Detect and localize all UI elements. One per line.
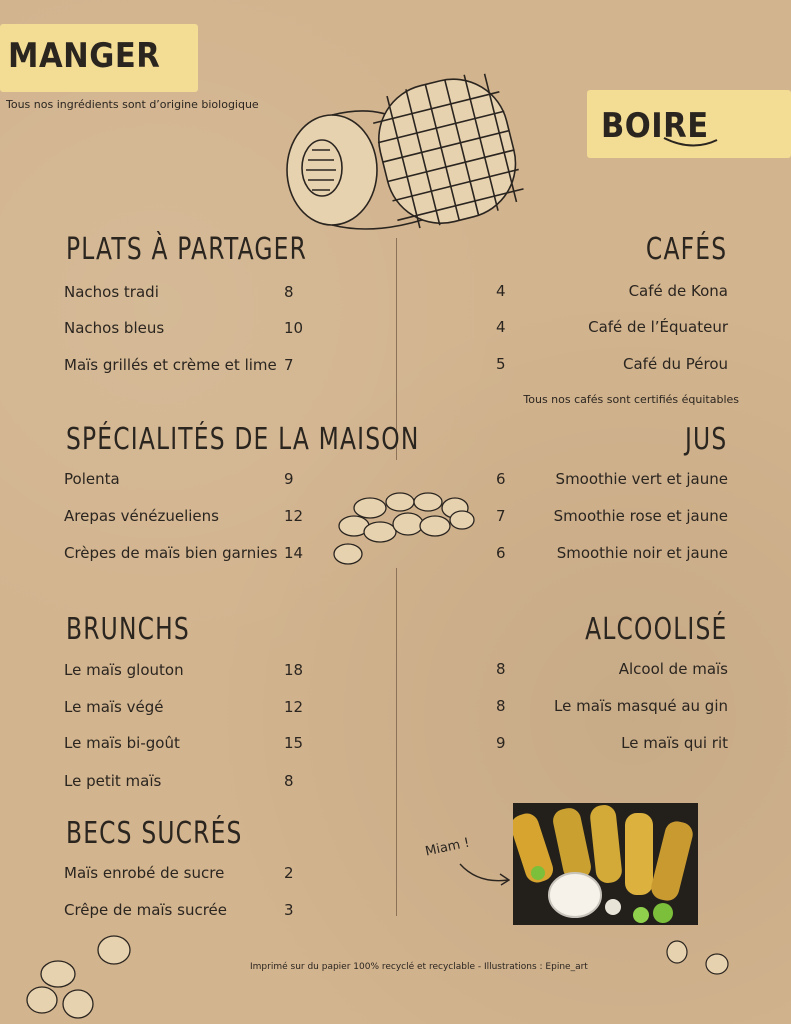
menu-item-price: 12 xyxy=(284,698,304,716)
menu-item-name: Smoothie noir et jaune xyxy=(556,544,728,562)
menu-item-price: 8 xyxy=(284,283,294,301)
grilled-corn-photo xyxy=(513,803,698,925)
menu-item-name: Crèpes de maïs bien garnies xyxy=(64,544,278,562)
menu-item-name: Café de l’Équateur xyxy=(588,318,728,336)
menu-item-price: 8 xyxy=(496,697,506,715)
section-title-jus: JUS xyxy=(684,422,727,457)
menu-item-price: 18 xyxy=(284,661,304,679)
center-divider-bottom xyxy=(396,568,397,916)
menu-item-price: 7 xyxy=(496,507,506,525)
section-title-becs-sucres: BECS SUCRÉS xyxy=(66,816,243,851)
menu-item-price: 14 xyxy=(284,544,304,562)
corn-kernels-illustration xyxy=(330,488,480,568)
menu-item-name: Arepas vénézueliens xyxy=(64,507,219,525)
photo-caption: Miam ! xyxy=(423,835,471,860)
menu-item-name: Le maïs qui rit xyxy=(621,734,728,752)
manger-tag xyxy=(0,24,198,92)
menu-item-price: 4 xyxy=(496,282,506,300)
menu-item-name: Maïs grillés et crème et lime xyxy=(64,356,277,374)
menu-item-price: 8 xyxy=(496,660,506,678)
menu-item-name: Nachos tradi xyxy=(64,283,159,301)
menu-item-price: 6 xyxy=(496,544,506,562)
boire-underline-swash xyxy=(662,134,722,154)
menu-item-price: 5 xyxy=(496,355,506,373)
menu-item-price: 3 xyxy=(284,901,294,919)
menu-item-name: Smoothie rose et jaune xyxy=(553,507,728,525)
menu-item-name: Le maïs bi-goût xyxy=(64,734,180,752)
menu-item-name: Smoothie vert et jaune xyxy=(555,470,728,488)
menu-item-price: 7 xyxy=(284,356,294,374)
menu-item-price: 4 xyxy=(496,318,506,336)
arrow-icon xyxy=(458,858,514,888)
menu-item-price: 6 xyxy=(496,470,506,488)
menu-item-name: Le maïs masqué au gin xyxy=(554,697,728,715)
manger-subtitle: Tous nos ingrédients sont d’origine biologique xyxy=(6,98,259,111)
boire-title: BOIRE xyxy=(601,106,709,146)
menu-item-name: Café du Pérou xyxy=(623,355,728,373)
menu-item-name: Maïs enrobé de sucre xyxy=(64,864,225,882)
menu-item-price: 9 xyxy=(284,470,294,488)
menu-item-price: 10 xyxy=(284,319,304,337)
menu-item-name: Polenta xyxy=(64,470,120,488)
corn-cobs-illustration xyxy=(282,60,537,232)
menu-item-price: 15 xyxy=(284,734,304,752)
manger-title: MANGER xyxy=(8,36,161,76)
menu-item-price: 12 xyxy=(284,507,304,525)
cafes-note: Tous nos cafés sont certifiés équitables xyxy=(523,393,739,406)
menu-item-name: Le maïs végé xyxy=(64,698,164,716)
section-title-plats: PLATS À PARTAGER xyxy=(66,232,308,267)
menu-item-name: Crêpe de maïs sucrée xyxy=(64,901,227,919)
section-title-brunchs: BRUNCHS xyxy=(66,612,190,647)
corn-kernels-decoration-right xyxy=(664,936,734,980)
menu-item-name: Nachos bleus xyxy=(64,319,165,337)
boire-tag xyxy=(587,90,791,158)
menu-item-price: 9 xyxy=(496,734,506,752)
section-title-alcoolise: ALCOOLISÉ xyxy=(584,612,727,647)
menu-item-price: 2 xyxy=(284,864,294,882)
menu-item-name: Le maïs glouton xyxy=(64,661,184,679)
menu-item-name: Alcool de maïs xyxy=(618,660,728,678)
menu-item-price: 8 xyxy=(284,772,294,790)
footer-note: Imprimé sur du papier 100% recyclé et recyclable - Illustrations : Epine_art xyxy=(250,962,588,972)
corn-kernels-decoration-left xyxy=(22,930,142,1024)
menu-item-name: Café de Kona xyxy=(628,282,728,300)
menu-item-name: Le petit maïs xyxy=(64,772,162,790)
section-title-specialites: SPÉCIALITÉS DE LA MAISON xyxy=(66,422,420,457)
section-title-cafes: CAFÉS xyxy=(645,232,727,267)
